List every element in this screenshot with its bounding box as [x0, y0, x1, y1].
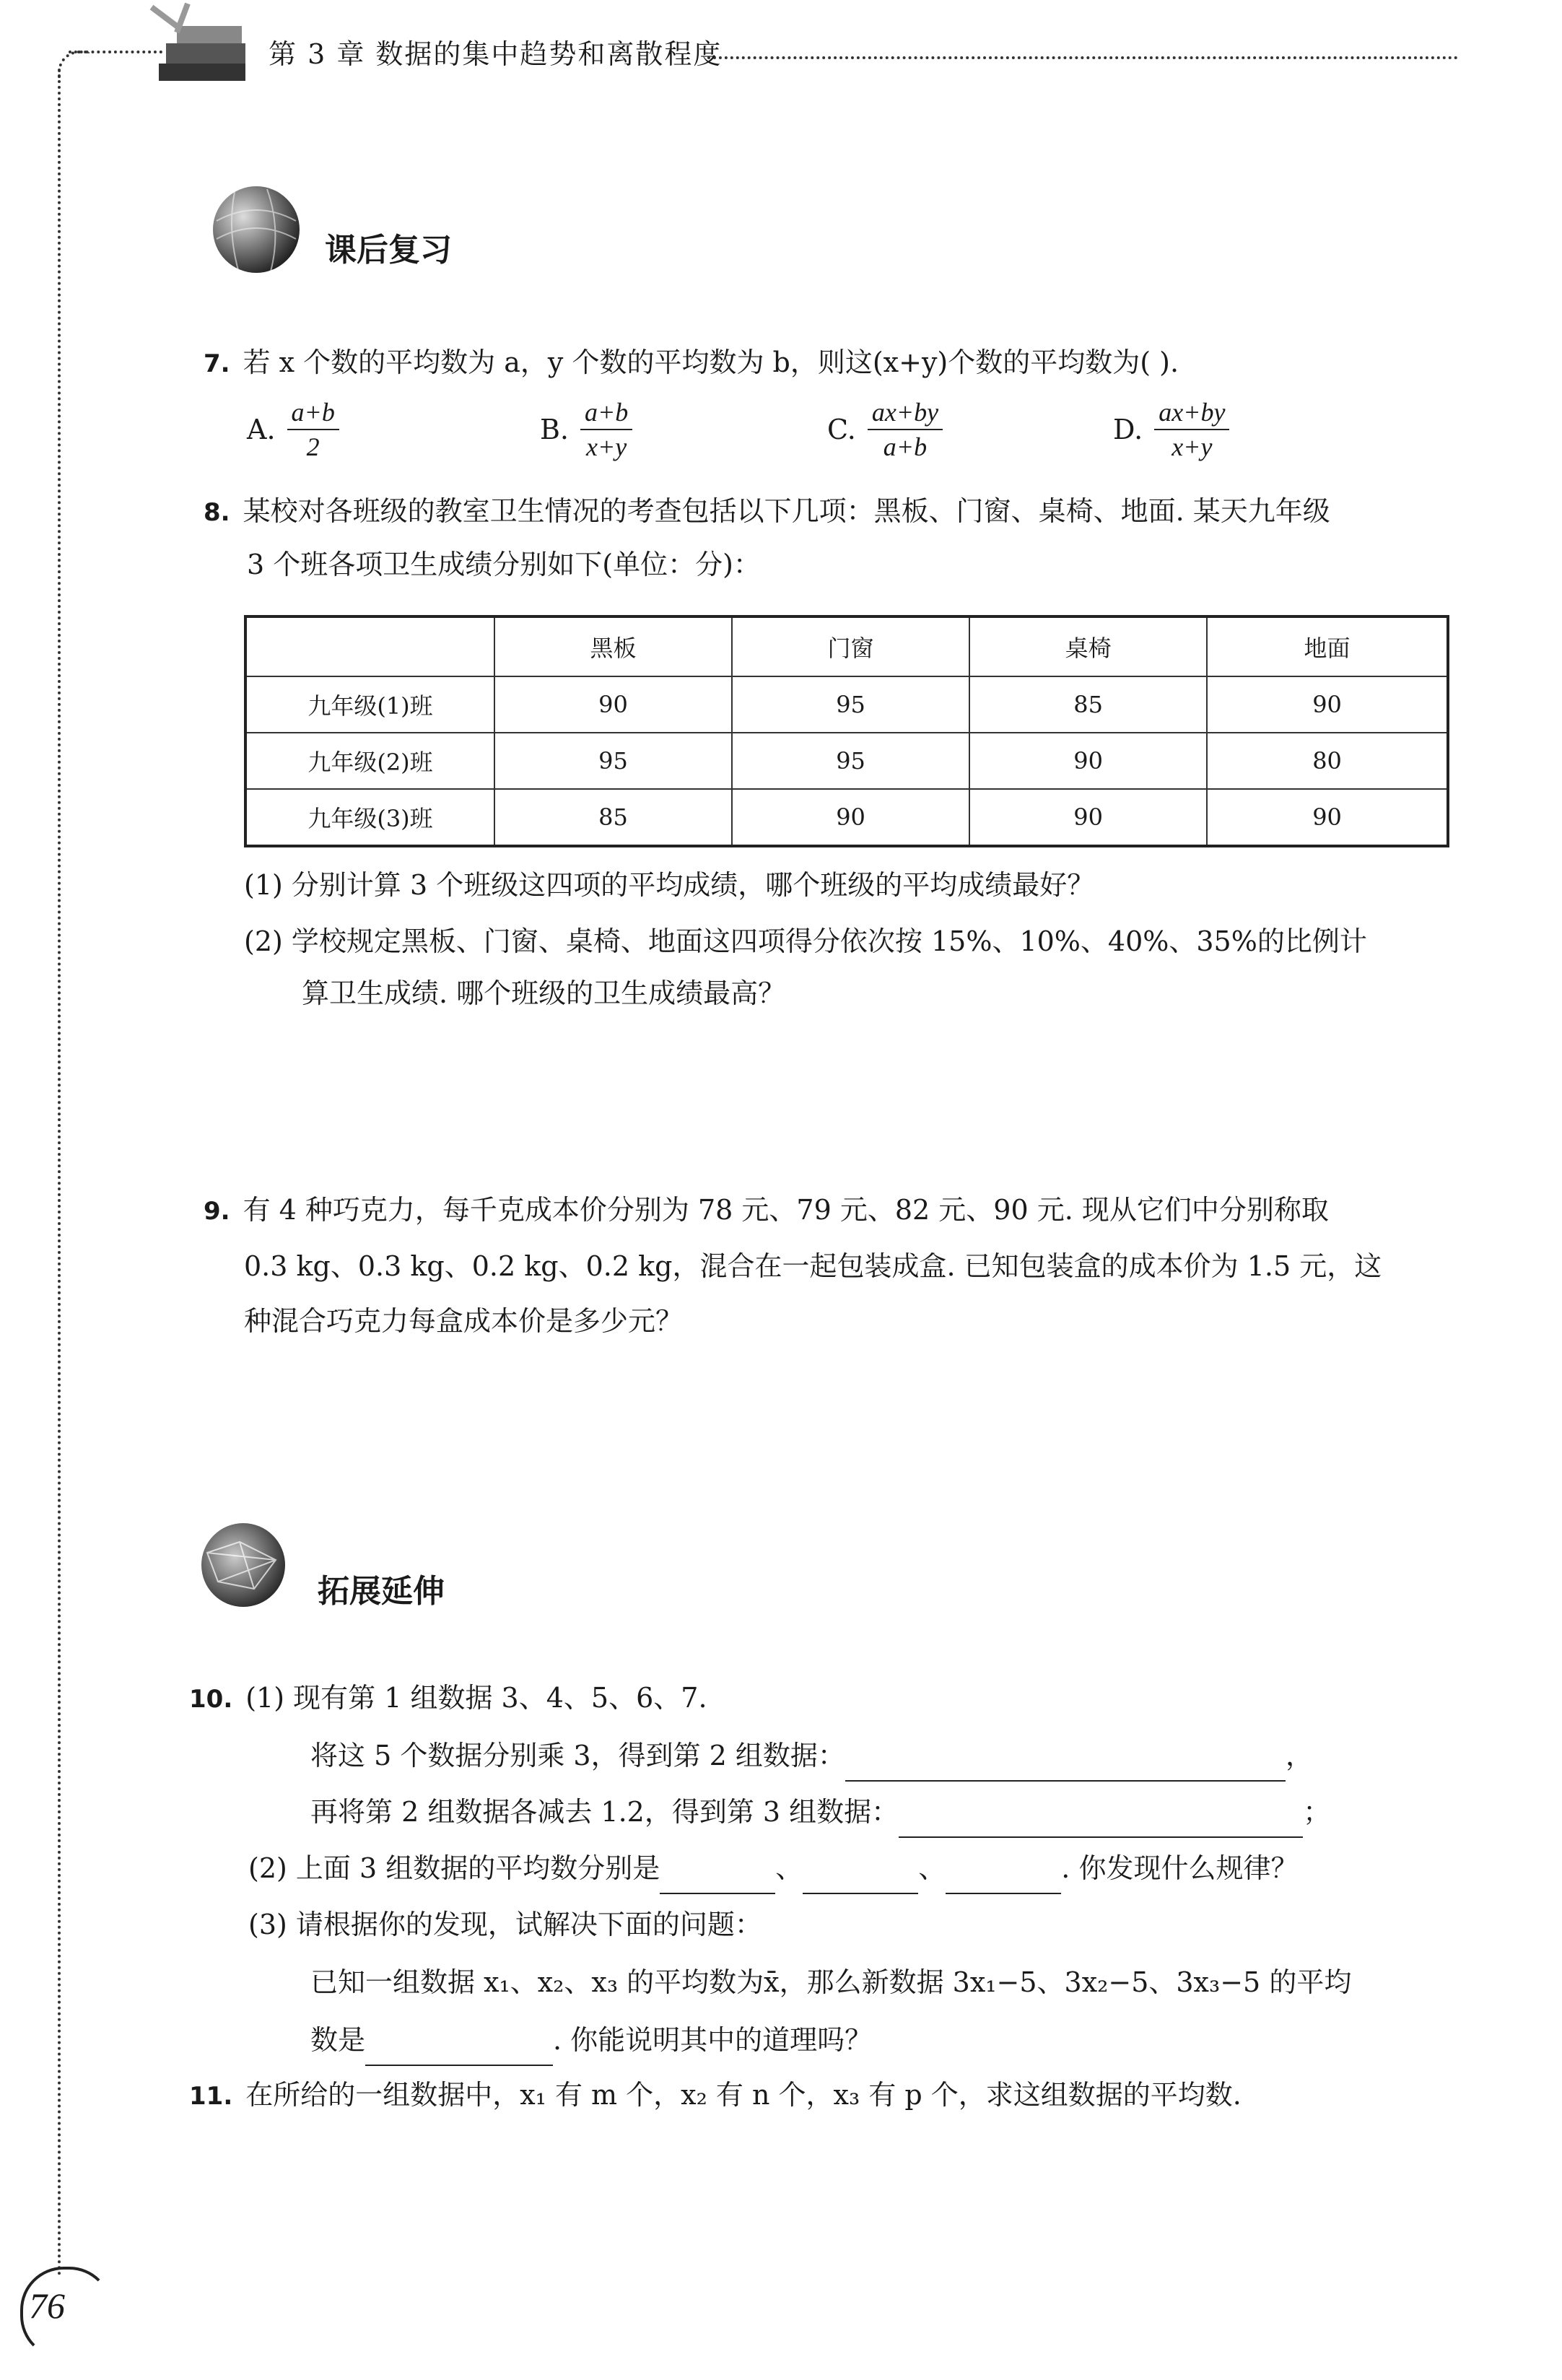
page-number: 76: [29, 2285, 65, 2326]
question-7-text: 若 x 个数的平均数为 a，y 个数的平均数为 b，则这(x+y)个数的平均数为( ).: [243, 346, 1179, 378]
question-9-line2: 0.3 kg、0.3 kg、0.2 kg、0.2 kg，混合在一起包装成盒. 已知包装盒的成本价为 1.5 元，这: [244, 1250, 1382, 1282]
books-logo-icon: [137, 0, 267, 87]
question-number: 7.: [204, 349, 230, 378]
question-9: 9. 有 4 种巧克力，每千克成本价分别为 78 元、79 元、82 元、90 元. 现从它们中分别称取: [204, 1194, 1329, 1226]
margin-corner: [58, 51, 90, 82]
answer-blank-mean3[interactable]: [946, 1864, 1061, 1894]
answer-blank-group3[interactable]: [899, 1808, 1303, 1838]
question-11: 11. 在所给的一组数据中，x₁ 有 m 个，x₂ 有 n 个，x₃ 有 p 个，求这组数据的平均数.: [189, 2079, 1242, 2111]
table-row: 九年级(1)班 90 95 85 90: [245, 676, 1448, 733]
question-10: 10. (1) 现有第 1 组数据 3、4、5、6、7.: [189, 1682, 707, 1714]
section-title-review: 课后复习: [325, 232, 452, 269]
answer-blank-mean2[interactable]: [803, 1864, 918, 1894]
question-10-p1-a: 将这 5 个数据分别乘 3，得到第 2 组数据： ，: [310, 1730, 1313, 1782]
question-8-sub1: (1) 分别计算 3 个班级这四项的平均成绩，哪个班级的平均成绩最好？: [244, 869, 1095, 901]
margin-dotted-line: [58, 69, 61, 2277]
question-8-line2: 3 个班各项卫生成绩分别如下(单位：分)：: [247, 549, 761, 580]
score-table: [244, 615, 1449, 847]
table-row: 九年级(3)班 85 90 90 90: [245, 789, 1448, 846]
question-7: [204, 336, 1179, 390]
question-8-sub2-line2: 算卫生成绩. 哪个班级的卫生成绩最高？: [302, 977, 786, 1009]
answer-blank-mean1[interactable]: [660, 1864, 775, 1894]
question-10-p1-b: 再将第 2 组数据各减去 1.2，得到第 3 组数据： ；: [310, 1786, 1330, 1838]
chapter-header: 第 3 章 数据的集中趋势和离散程度: [269, 38, 723, 70]
table-header-row: 黑板 门窗 桌椅 地面: [245, 616, 1448, 676]
option-a: A. $\frac{a+b}{2}$: [247, 396, 339, 463]
option-b: B. $\frac{a+b}{x+y}$: [540, 396, 632, 463]
answer-blank-group2[interactable]: [845, 1751, 1286, 1782]
question-8: 8. 某校对各班级的教室卫生情况的考查包括以下几项：黑板、门窗、桌椅、地面. 某天九年级: [204, 495, 1330, 527]
question-10-p3-a: 已知一组数据 x₁、x₂、x₃ 的平均数为x̄，那么新数据 3x₁−5、3x₂−5、3x₃−5 的平均: [310, 1966, 1352, 1998]
question-10-p3: (3) 请根据你的发现，试解决下面的问题：: [248, 1909, 762, 1940]
question-8-sub2: (2) 学校规定黑板、门窗、桌椅、地面这四项得分依次按 15%、10%、40%、35%的比例计: [244, 925, 1367, 957]
globe-icon: [202, 185, 310, 279]
section-title-extend: 拓展延伸: [318, 1573, 445, 1610]
header-dotted-line: [707, 56, 1458, 59]
question-10-p3-b: 数是 . 你能说明其中的道理吗？: [310, 2014, 872, 2066]
question-9-line3: 种混合巧克力每盒成本价是多少元？: [244, 1305, 684, 1337]
table-row: 九年级(2)班 95 95 90 80: [245, 733, 1448, 789]
option-d: D. $\frac{ax+by}{x+y}$: [1113, 396, 1229, 463]
answer-blank-new-mean[interactable]: [365, 2036, 553, 2066]
network-globe-icon: [189, 1520, 297, 1614]
option-c: C. $\frac{ax+by}{a+b}$: [827, 396, 943, 463]
question-10-p2: (2) 上面 3 组数据的平均数分别是 、 、 . 你发现什么规律？: [248, 1842, 1298, 1894]
